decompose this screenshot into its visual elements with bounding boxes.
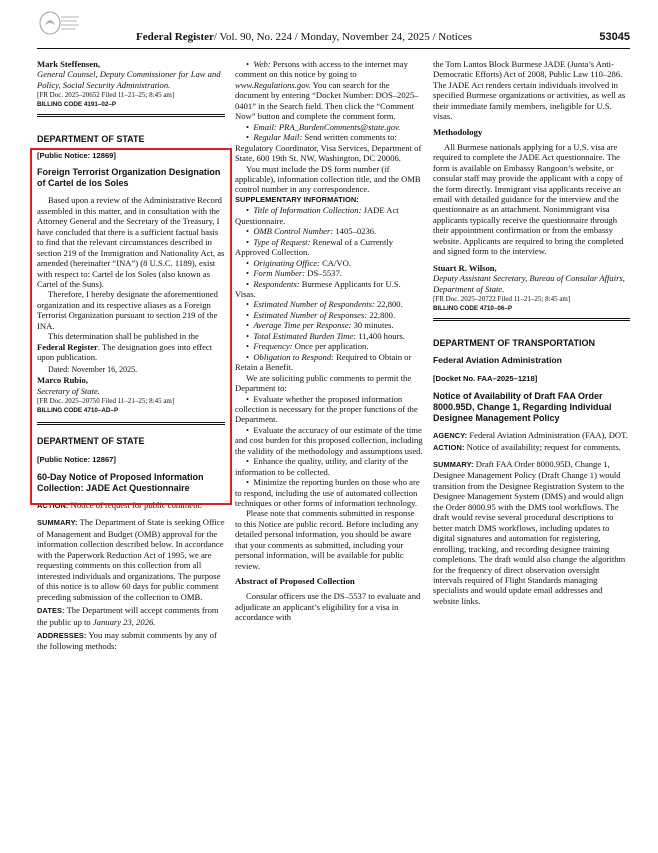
spacer [433, 323, 630, 337]
header-citation [136, 31, 472, 43]
docket-number: [Docket No. FAA–2025–1218] [433, 374, 538, 384]
page-header [136, 31, 630, 47]
list-item: • Respondents: Burmese Applicants for U.S. Visas. [235, 278, 401, 299]
signature-name: Mark Steffensen, [37, 59, 101, 69]
list-item: • Type of Request: Renewal of a Currently Approved Collection. [235, 236, 394, 258]
billing-code: BILLING CODE 4710–06–P [433, 305, 513, 313]
billing-code: BILLING CODE 4710–AD–P [37, 406, 119, 414]
spacer [37, 119, 225, 133]
list-item: • Evaluate the accuracy of our estimate of the time and cost burden for this proposed collection, including the validity of the methodology and assumptions used. [235, 424, 423, 456]
comment-method-web: • Web: Persons with access to the internet may comment on this notice by going to www.Regulations.gov. You can search for the document by entering “Docket Number: DOS–2025–0401” in the Search field. Then click the “Comment Now” button and complete the comment form. [235, 59, 419, 122]
summary-field: SUMMARY: The Department of State is seeking Office of Management and Budget (OMB) approval for the information collection described below. In accordance with the Paperwork Reduction Act of 1995, we are requesting comments on this collection from all interested individuals and organizations. The purpose of this notice is to allow 60 days for public comment preceding submission of the collection to OMB. [37, 517, 225, 602]
header-details: / Vol. 90, No. 224 / Monday, November 24, 2025 / Notices [213, 31, 472, 43]
header-divider [37, 48, 630, 49]
action-field: ACTION: Notice of availability; request for comments. [433, 441, 621, 452]
comment-method-email: • Email: PRA_BurdenComments@state.gov. [246, 121, 401, 132]
paragraph: the Tom Lantos Block Burmese JADE (Junta’s Anti-Democratic Efforts) Act of 2008, Public Law 110–286. The JADE Act renders certain individuals involved in specified Burmese organizations or activities, as well as their immediate family members, ineligible for U.S. visas. [433, 59, 626, 122]
signature-title: General Counsel, Deputy Commissioner for Law and Policy, Social Security Administration. [37, 69, 221, 90]
comment-method-mail: • Regular Mail: Send written comments to: Regulatory Coordinator, Visa Services, Department of State, 600 19th St. NW, Washington, DC 20006. [235, 132, 422, 164]
list-item: • Average Time per Response: 30 minutes. [246, 320, 394, 331]
list-item: • Estimated Number of Respondents: 22,800. [246, 299, 403, 310]
action-field: ACTION: Notice of request for public comment. [37, 499, 202, 510]
summary-field: SUMMARY: Draft FAA Order 8000.95D, Change 1, Designee Management Policy (Draft Change 1) would transition from the Designee Registration System to the Designee Management System (DMS) and would align the Order 8000.95 with the DMS tool workflows. The draft would revise several procedural descriptions to better match DMS workflows, including updates to digital signatures and automation for registering, enrolling, tracking, and recording designee training completions. The draft would also change the algorithm for the frequency of direct observation oversight intervals required of Flight Standards managing specialists and would update email addresses and website links. [433, 458, 626, 606]
fr-doc-line: [FR Doc. 2025–20722 Filed 11–21–25; 8:45 am] [433, 295, 571, 304]
agency-heading: DEPARTMENT OF TRANSPORTATION [433, 338, 595, 349]
list-item: • Evaluate whether the proposed information collection is necessary for the proper functions of the Department. [235, 393, 418, 425]
list-item: • Title of Information Collection: JADE Act Questionnaire. [235, 205, 399, 226]
billing-code: BILLING CODE 4191–02–P [37, 101, 117, 109]
signature-name: Stuart R. Wilson, [433, 262, 497, 273]
fr-doc-line: [FR Doc. 2025–20750 Filed 11–21–25; 8:45 am] [37, 396, 175, 405]
section-heading: Abstract of Proposed Collection [235, 576, 355, 587]
notice-title: 60-Day Notice of Proposed Information Collection: JADE Act Questionnaire [37, 471, 204, 493]
page-number: 53045 [599, 31, 630, 43]
supplementary-label: SUPPLEMENTARY INFORMATION: [235, 194, 359, 204]
list-item: • Total Estimated Burden Time: 11,400 hours. [246, 330, 405, 341]
sub-agency-heading: Federal Aviation Administration [433, 355, 562, 366]
paragraph: This determination shall be published in the Federal Register. The designation goes into effect upon publication. [37, 331, 213, 363]
column-middle [235, 59, 423, 849]
paragraph: We are soliciting public comments to permit the Department to: [235, 372, 412, 394]
section-heading: Methodology [433, 126, 483, 137]
fr-doc-line: [FR Doc. 2025–20652 Filed 11–21–25; 8:45 am] [37, 91, 175, 100]
paragraph: All Burmese nationals applying for a U.S. visa are required to complete the JADE Act questionnaire. The form is available on Embassy Rangoon’s website, or consular staff may provide the applicant with a copy of the form directly. Immigrant visa applicants receive an email with detailed guidance for the interview and the questionnaire as an attachment. Nonimmigrant visa applicants typically receive the questionnaire through their appointment confirmation or from the embassy website. Applicants are required to bring the completed and signed form to the interview. [433, 141, 624, 257]
list-item: • Originating Office: CA/VO. [246, 257, 351, 268]
addresses-field: ADDRESSES: You may submit comments by any of the following methods: [37, 629, 217, 652]
section-divider [37, 114, 225, 117]
column-right [433, 59, 630, 849]
list-item: • Minimize the reporting burden on those who are to respond, including the use of automated collection techniques or other forms of information technology. [235, 477, 420, 509]
dates-field: DATES: The Department will accept comments from the public up to January 23, 2026. [37, 605, 219, 627]
list-item: • Frequency: Once per application. [246, 341, 369, 352]
signature-title: Deputy Assistant Secretary, Bureau of Consular Affairs, Department of State. [433, 273, 625, 294]
collection-details-list [235, 205, 423, 372]
list-item: • Estimated Number of Responses: 22,800. [246, 309, 396, 320]
email-link[interactable]: PRA_BurdenComments@state.gov. [278, 121, 401, 132]
public-notice-number: [Public Notice: 12867] [37, 454, 116, 464]
agency-field: AGENCY: Federal Aviation Administration (FAA), DOT. [433, 430, 628, 441]
agency-heading: DEPARTMENT OF STATE [37, 134, 145, 145]
section-divider [433, 318, 630, 321]
signature-name: Marco Rubio, [37, 375, 88, 386]
paragraph: Consular officers use the DS–5537 to evaluate and adjudicate an applicant’s eligibility for a visa in accordance with [235, 591, 421, 623]
evaluation-list [235, 394, 423, 509]
notice-title: Foreign Terrorist Organization Designation of Cartel de los Soles [37, 167, 221, 189]
public-notice-number: [Public Notice: 12869] [37, 151, 116, 161]
paragraph: Based upon a review of the Administrative Record assembled in this matter, and in consultation with the Attorney General and the Secretary of the Treasury, I have concluded that there is a sufficient factual basis to find that the relevant circumstances described in section 219 of the Immigration and Nationality Act, as amended (hereinafter “INA”) (8 U.S.C. 1189), exist with respect to: Cartel de los Soles (also known as Cartel of the Suns). [37, 195, 225, 289]
list-item: • Obligation to Respond: Required to Obtain or Retain a Benefit. [235, 351, 412, 373]
regulations-link[interactable]: www.Regulations.gov. [235, 79, 311, 90]
paragraph: Please note that comments submitted in response to this Notice are public record. Before including any detailed personal information, you should be aware that your comments as submitted, including your personal information, will be available for public review. [235, 508, 419, 571]
notice-title: Notice of Availability of Draft FAA Order 8000.95D, Change 1, Regarding Individual Designee Management Policy [433, 391, 612, 424]
list-item: • Enhance the quality, utility, and clarity of the information to be collected. [235, 456, 409, 477]
paragraph: Therefore, I hereby designate the aforementioned organization and its respective aliases as a Foreign Terrorist Organization pursuant to section 219 of the INA. [37, 289, 218, 331]
paragraph: You must include the DS form number (if applicable), information collection title, and the OMB control number in any correspondence. [235, 163, 421, 195]
list-item: • OMB Control Number: 1405–0236. [246, 226, 377, 237]
highlight-box [30, 148, 232, 505]
agency-heading: DEPARTMENT OF STATE [37, 435, 145, 446]
journal-name: Federal Register [136, 31, 214, 43]
list-item: • Form Number: DS–5537. [246, 268, 342, 279]
dated-line: Dated: November 16, 2025. [48, 364, 138, 374]
federal-register-seal-icon [37, 9, 81, 37]
signature-title: Secretary of State. [37, 385, 100, 396]
notice-transportation [433, 337, 630, 606]
